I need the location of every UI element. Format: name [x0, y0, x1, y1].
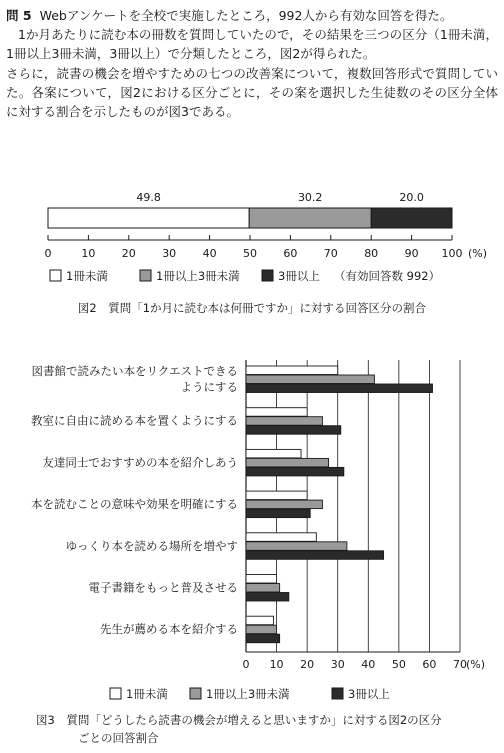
x-tick-label: 10 [269, 658, 284, 671]
category-label: ようにする [180, 380, 238, 394]
x-tick-label: 0 [242, 658, 250, 671]
legend-label-under1: 1冊未満 [126, 687, 168, 701]
category-label: 図書館で読みたい本をリクエストできる [31, 364, 238, 378]
segment-value-label: 30.2 [297, 191, 323, 204]
body-paragraph-1: 1か月あたりに読む本の冊数を質問していたので，その結果を三つの区分（1冊未満，1冊以上3冊未満，3冊以上）で分類したところ，図2が得られた。 [6, 27, 498, 62]
bar-under1 [246, 616, 274, 625]
stacked-segment-over3 [371, 208, 452, 228]
category-label: 電子書籍をもっと普及させる [88, 580, 238, 595]
x-tick-label: 50 [243, 247, 257, 260]
x-tick-label: 70 [453, 658, 467, 671]
stacked-segment-under1 [48, 208, 249, 228]
x-tick-label: 40 [361, 658, 376, 671]
bar-under1 [246, 575, 277, 584]
bar-mid [246, 375, 374, 384]
x-tick-label: 60 [283, 247, 298, 260]
x-tick-label: 40 [202, 247, 217, 260]
question-label: 問 5 [6, 8, 32, 23]
x-tick-label: 100 [441, 247, 463, 260]
legend-label-mid: 1冊以上3冊未満 [156, 269, 240, 283]
bar-over3 [246, 551, 384, 560]
legend-swatch-mid [190, 688, 201, 699]
x-tick-label: 70 [323, 247, 338, 260]
legend-label-over3: 3冊以上 [278, 269, 320, 283]
category-label: 友達同士でおすすめの本を紹介しあう [42, 455, 238, 470]
bar-mid [246, 584, 280, 593]
legend-swatch-over3 [262, 270, 273, 281]
x-tick-label: 20 [121, 247, 136, 260]
bar-mid [246, 500, 322, 509]
bar-under1 [246, 408, 307, 417]
bar-mid [246, 458, 329, 467]
bar-over3 [246, 593, 289, 602]
category-label: 先生が薦める本を紹介する [100, 622, 238, 637]
x-tick-label: 10 [81, 247, 96, 260]
x-tick-label: 50 [391, 658, 406, 671]
bar-mid [246, 625, 277, 634]
bar-over3 [246, 634, 280, 643]
category-label: ゆっくり本を読める場所を増やす [65, 538, 238, 553]
unit-label: (%) [468, 247, 488, 260]
intro-text: Webアンケートを全校で実施したところ，992人から有効な回答を得た。 [39, 8, 453, 23]
bar-under1 [246, 366, 338, 375]
segment-value-label: 49.8 [136, 191, 161, 204]
bar-over3 [246, 509, 310, 517]
x-tick-label: 0 [44, 247, 52, 260]
x-tick-label: 80 [364, 247, 379, 260]
unit-label: (%) [466, 658, 486, 671]
legend-swatch-mid [140, 270, 151, 281]
x-tick-label: 60 [422, 658, 437, 671]
legend-respondents: （有効回答数 992） [334, 269, 441, 283]
category-label: 教室に自由に読める本を置くようにする [31, 413, 238, 428]
legend-label-over3: 3冊以上 [348, 687, 390, 701]
figure-3-caption-line-1: 図3 質問「どうしたら読書の機会が増えると思いますか」に対する図2の区分 [36, 713, 442, 727]
bar-under1 [246, 491, 307, 500]
bar-mid [246, 542, 347, 551]
x-tick-label: 20 [300, 658, 315, 671]
legend-swatch-over3 [332, 688, 343, 699]
bar-over3 [246, 384, 432, 393]
legend-label-under1: 1冊未満 [66, 269, 108, 283]
question-text [6, 6, 498, 121]
category-label: 本を読むことの意味や効果を明確にする [31, 497, 238, 512]
segment-value-label: 20.0 [399, 191, 424, 204]
bar-over3 [246, 467, 344, 476]
legend-swatch-under1 [110, 688, 121, 699]
bar-under1 [246, 449, 301, 458]
figure-2-chart [0, 178, 504, 358]
x-tick-label: 30 [162, 247, 177, 260]
legend-swatch-under1 [50, 270, 61, 281]
body-paragraph-2: さらに，読書の機会を増やすための七つの改善案について，複数回答形式で質問していた。各案について，図2における区分ごとに，その案を選択した生徒数のその区分全体に対する割合を示したものが図3である。 [6, 65, 498, 120]
legend-label-mid: 1冊以上3冊未満 [206, 687, 290, 701]
bar-over3 [246, 426, 341, 435]
stacked-segment-mid [249, 208, 371, 228]
x-tick-label: 90 [404, 247, 419, 260]
bar-mid [246, 417, 322, 426]
bar-under1 [246, 533, 316, 542]
figure-2-caption: 図2 質問「1か月に読む本は何冊ですか」に対する回答区分の割合 [77, 301, 427, 315]
x-tick-label: 30 [330, 658, 345, 671]
question-intro [6, 6, 498, 25]
figure-3-caption-line-2: ごとの回答割合 [78, 731, 159, 745]
figure-3-chart [0, 358, 504, 753]
